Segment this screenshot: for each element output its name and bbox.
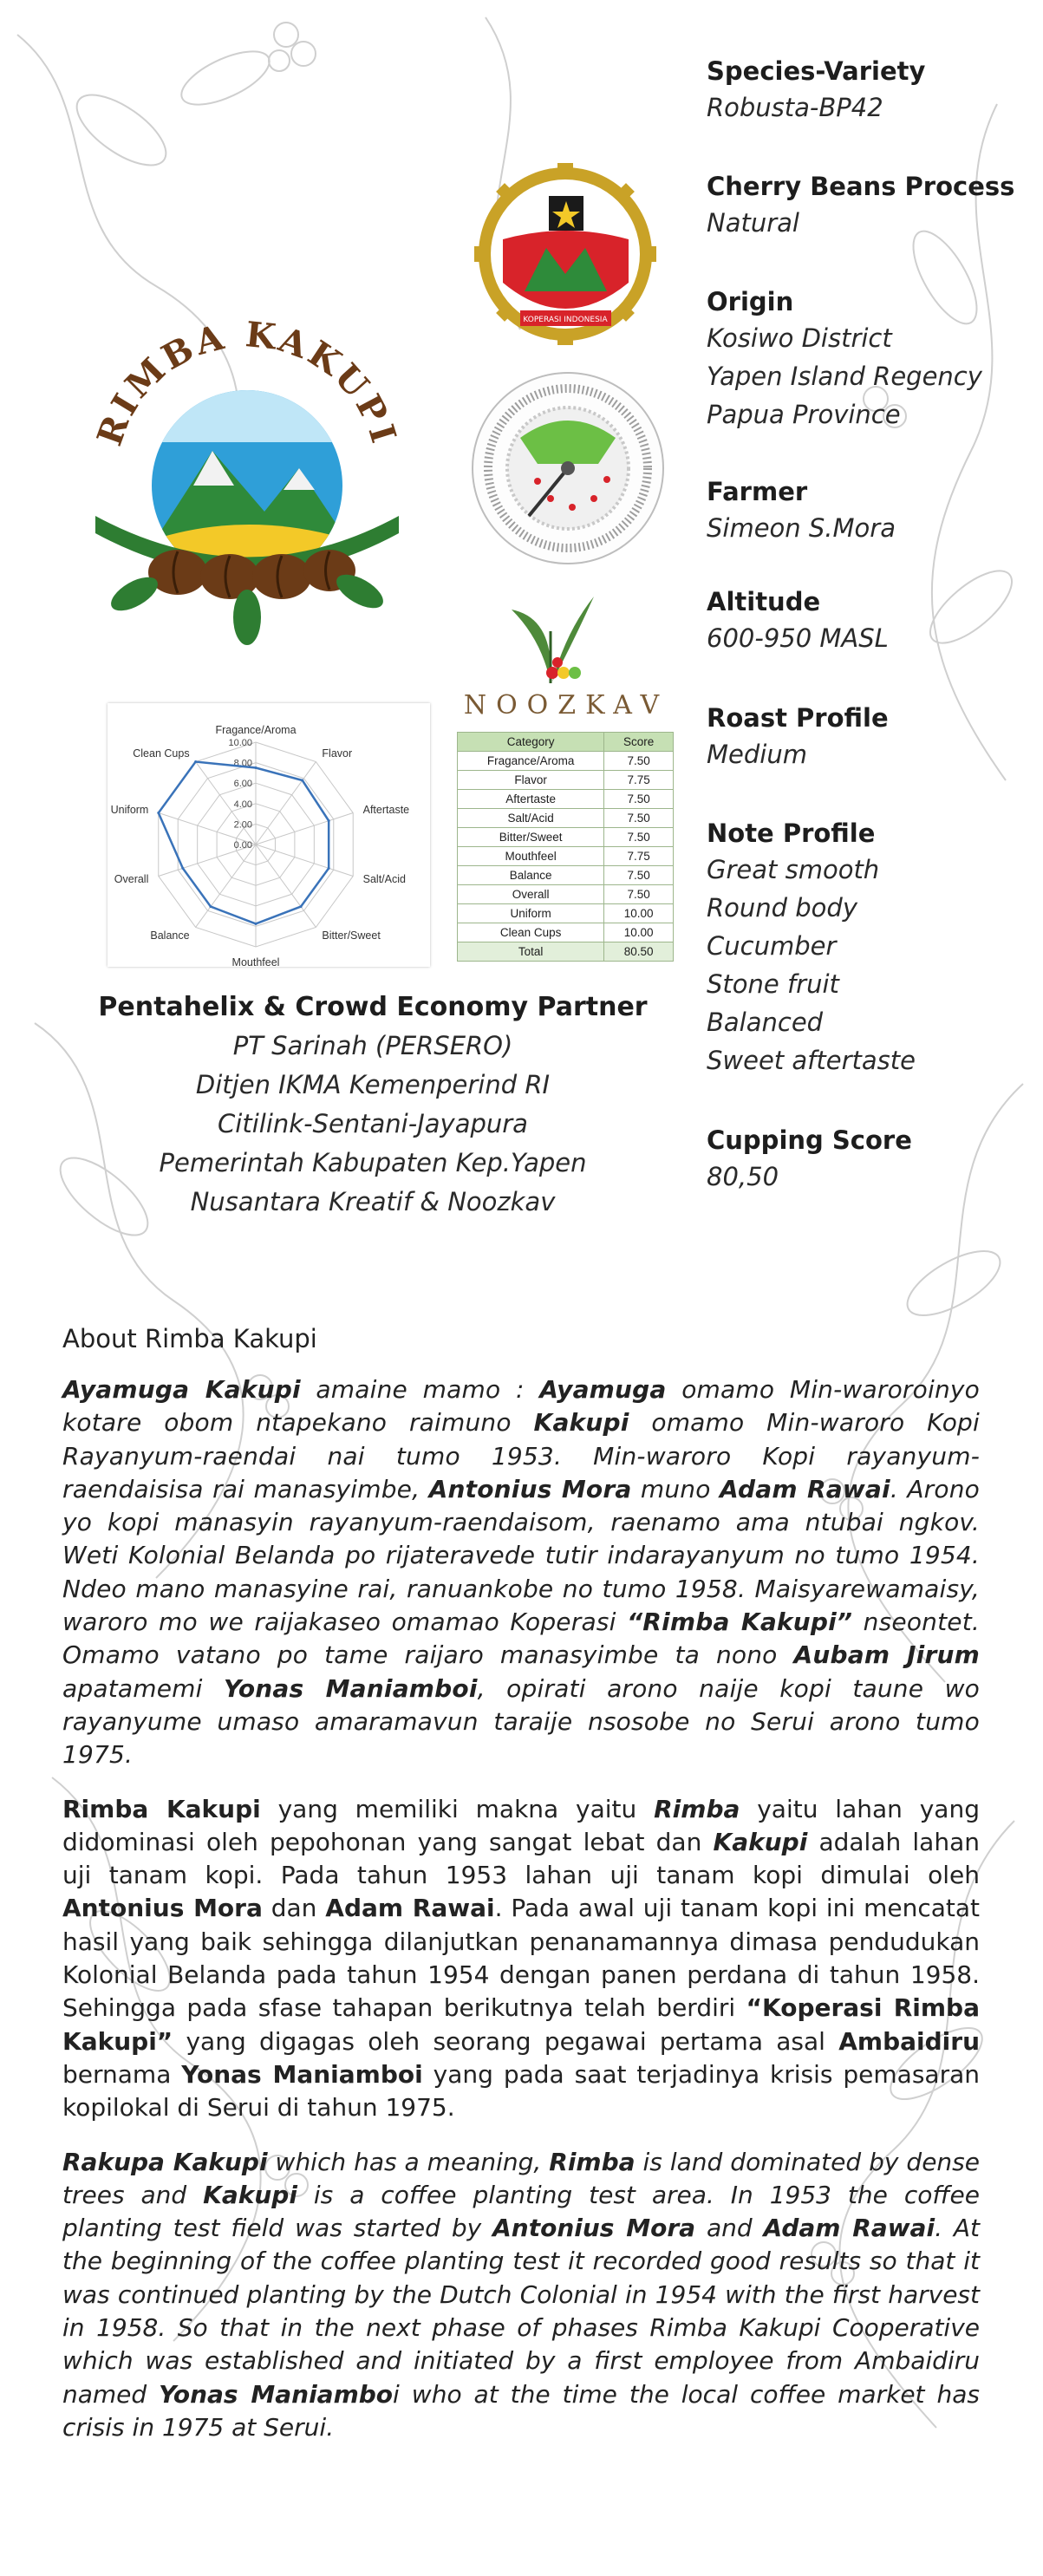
- spec-value: Simeon S.Mora: [707, 513, 896, 543]
- spec-roast-profile: [707, 701, 1027, 773]
- score-cell: 7.75: [604, 771, 674, 790]
- score-row: [458, 885, 674, 904]
- partner-item: Nusantara Kreatif & Noozkav: [190, 1187, 556, 1216]
- roast-dial-badge: [468, 368, 668, 568]
- radar-category-label: Uniform: [110, 803, 149, 816]
- spec-label: Origin: [707, 287, 794, 316]
- score-cell: Salt/Acid: [458, 809, 604, 828]
- score-cell: Mouthfeel: [458, 847, 604, 866]
- spec-origin: [707, 284, 1027, 434]
- logo-arc-text: RIMBA KAKUPI: [88, 314, 406, 451]
- seal-text: KOPERASI INDONESIA: [523, 316, 608, 324]
- spec-label: Altitude: [707, 587, 821, 616]
- spec-altitude: [707, 584, 1027, 657]
- radar-tick-label: 8.00: [233, 758, 252, 769]
- about-paragraph-local-language: Ayamuga Kakupi amaine mamo : Ayamuga omamo Min-waroroinyo kotare obom ntapekano raimuno Kakupi omamo Min-waroro Kopi Rayanyum-raendai nai tumo 1953. Min-waroro Kopi rayanyum-raendaisisa rai manasyimbe, Antonius Mora muno Adam Rawai. Arono yo kopi manasyin rayanyum-raendaisom, raenamo ama ntubai ngkov. Weti Kolonial Belanda po rijateravede tutir indarayanyum no tumo 1954. Ndeo mano manasyine rai, ranuankobe no tumo 1958. Maisyarewamaisy, waroro mo we raijakaseo omamao Koperasi “Rimba Kakupi” nseontet. Omamo vatano po tame raijaro manasyimbe ta nono Aubam Jirum apatamemi Yonas Maniamboi, opirati arono naije kopi taune wo rayanyume umaso amaramavun taraije nsosobe no Serui arono tumo 1975.: [62, 1375, 981, 1770]
- spec-farmer: [707, 474, 1027, 547]
- radar-tick-label: 10.00: [228, 738, 252, 748]
- score-cell: 7.50: [604, 790, 674, 809]
- radar-category-label: Salt/Acid: [362, 873, 406, 886]
- radar-tick-label: 0.00: [233, 840, 252, 851]
- radar-tick-label: 4.00: [233, 799, 252, 810]
- radar-category-label: Bitter/Sweet: [322, 929, 381, 942]
- radar-svg: [108, 703, 430, 967]
- radar-data-point: [300, 905, 303, 908]
- about-heading: About Rimba Kakupi: [62, 1324, 317, 1353]
- about-paragraph-english: Rakupa Kakupi which has a meaning, Rimba is land dominated by dense trees and Kakupi is a coffee planting test area. In 1953 the coffee planting test field was started by Antonius Mora and Adam Rawai. At the beginning of the coffee planting test it recorded good results so that it was continued planting by the Dutch Colonial in 1954 with the first harvest in 1958. So that in the next phase of phases Rimba Kakupi Cooperative which was established and initiated by a first employee from Ambaidiru named Yonas Maniamboi who at the time the local coffee market has crisis in 1975 at Serui.: [62, 2147, 981, 2442]
- score-cell: Bitter/Sweet: [458, 828, 604, 847]
- radar-data-point: [157, 812, 160, 814]
- score-cell: Total: [458, 942, 604, 962]
- score-table-body: [458, 752, 674, 962]
- spec-cherry-beans-process: [707, 169, 1027, 242]
- spec-label: Cherry Beans Process: [707, 172, 1015, 201]
- score-cell: Flavor: [458, 771, 604, 790]
- spec-label: Roast Profile: [707, 703, 889, 733]
- partners-list: [78, 1027, 668, 1222]
- radar-data-point: [301, 779, 303, 782]
- about-section: [62, 1321, 980, 2444]
- spec-value: Yapen Island Regency: [707, 362, 982, 391]
- spec-value: Natural: [707, 208, 799, 238]
- radar-data-point: [255, 923, 257, 925]
- noozkav-wordmark: NOOZKAV: [463, 690, 669, 721]
- score-cell: 80.50: [604, 942, 674, 962]
- score-row: [458, 904, 674, 923]
- score-row: [458, 752, 674, 771]
- score-row: [458, 942, 674, 962]
- spec-label: Species-Variety: [707, 56, 926, 86]
- radar-category-label: Aftertaste: [362, 803, 410, 816]
- partner-item: PT Sarinah (PERSERO): [232, 1031, 513, 1060]
- spec-label: Cupping Score: [707, 1125, 912, 1155]
- score-cell: 7.50: [604, 809, 674, 828]
- score-table: [457, 732, 674, 962]
- score-cell: Uniform: [458, 904, 604, 923]
- partner-item: Ditjen IKMA Kemenperind RI: [195, 1070, 551, 1099]
- spec-value: Medium: [707, 740, 807, 769]
- spec-value: Stone fruit: [707, 969, 839, 999]
- about-paragraph-indonesian: Rimba Kakupi yang memiliki makna yaitu Rimba yaitu lahan yang didominasi oleh pepohonan yang sangat lebat dan Kakupi adalah lahan uji tanam kopi. Pada tahun 1953 lahan uji tanam kopi dimulai oleh Antonius Mora dan Adam Rawai. Pada awal uji tanam kopi ini mencatat hasil yang baik sehingga dilanjutkan penanamannya dimasa pendudukan Kolonial Belanda pada tahun 1954 dengan panen perdana di tahun 1958. Sehingga pada sfase tahapan berikutnya telah berdiri “Koperasi Rimba Kakupi” yang digagas oleh seorang pegawai pertama asal Ambaidiru bernama Yonas Maniamboi yang pada saat terjadinya krisis pemasaran kopilokal di Serui di tahun 1975.: [62, 1794, 980, 2123]
- score-table-header: [458, 733, 674, 752]
- spec-value: Sweet aftertaste: [707, 1046, 916, 1075]
- radar-category-label: Flavor: [322, 747, 353, 760]
- score-cell: Overall: [458, 885, 604, 904]
- radar-spoke: [196, 845, 256, 927]
- radar-spoke: [256, 813, 353, 845]
- radar-data-point: [255, 766, 257, 769]
- spec-label: Note Profile: [707, 818, 876, 848]
- radar-spoke: [256, 762, 316, 845]
- spec-value: Balanced: [707, 1008, 824, 1037]
- radar-tick-label: 2.00: [233, 819, 252, 831]
- radar-data-point: [328, 819, 330, 822]
- rimba-kakupi-logo: [82, 312, 412, 650]
- score-row: [458, 847, 674, 866]
- spec-value: Robusta-BP42: [707, 93, 883, 122]
- radar-category-label: Clean Cups: [133, 747, 190, 760]
- score-col-header: Category: [458, 733, 604, 752]
- spec-note-profile: [707, 816, 1027, 1079]
- noozkav-leaf-icon: [499, 579, 603, 688]
- radar-tick-label: 6.00: [233, 779, 252, 790]
- score-row: [458, 771, 674, 790]
- score-cell: 10.00: [604, 904, 674, 923]
- radar-spoke: [256, 845, 316, 927]
- spec-value: 600-950 MASL: [707, 623, 889, 653]
- radar-data-point: [194, 760, 197, 763]
- partners-block: [78, 988, 668, 1222]
- score-cell: Clean Cups: [458, 923, 604, 942]
- score-col-header: Score: [604, 733, 674, 752]
- score-row: [458, 866, 674, 885]
- partner-item: Citilink-Sentani-Jayapura: [218, 1109, 528, 1138]
- score-cell: 7.50: [604, 828, 674, 847]
- radar-data-point: [328, 867, 330, 870]
- partners-title: Pentahelix & Crowd Economy Partner: [98, 992, 648, 1022]
- score-cell: 7.50: [604, 752, 674, 771]
- score-cell: Fragance/Aroma: [458, 752, 604, 771]
- radar-category-label: Balance: [150, 929, 190, 942]
- score-cell: 7.50: [604, 885, 674, 904]
- score-row: [458, 923, 674, 942]
- spec-label: Farmer: [707, 477, 808, 506]
- partner-item: Pemerintah Kabupaten Kep.Yapen: [159, 1148, 587, 1177]
- radar-data-point: [181, 867, 184, 870]
- spec-species-variety: [707, 54, 1027, 127]
- score-cell: Balance: [458, 866, 604, 885]
- radar-data-point: [209, 905, 212, 908]
- score-cell: Aftertaste: [458, 790, 604, 809]
- score-cell: 7.50: [604, 866, 674, 885]
- spec-cupping-score: [707, 1123, 1027, 1196]
- radar-category-label: Overall: [114, 873, 149, 886]
- radar-spoke: [256, 845, 353, 876]
- cupping-radar-chart: [108, 703, 430, 967]
- spec-value: Round body: [707, 893, 857, 923]
- koperasi-seal-logo: [473, 161, 659, 352]
- radar-category-label: Mouthfeel: [231, 956, 280, 967]
- score-cell: 10.00: [604, 923, 674, 942]
- spec-value: 80,50: [707, 1162, 779, 1191]
- spec-value: Cucumber: [707, 931, 837, 961]
- radar-category-label: Fragance/Aroma: [215, 724, 297, 736]
- score-row: [458, 790, 674, 809]
- score-row: [458, 809, 674, 828]
- score-cell: 7.75: [604, 847, 674, 866]
- spec-value: Kosiwo District: [707, 323, 892, 353]
- spec-value: Papua Province: [707, 400, 901, 429]
- spec-value: Great smooth: [707, 855, 880, 884]
- score-row: [458, 828, 674, 847]
